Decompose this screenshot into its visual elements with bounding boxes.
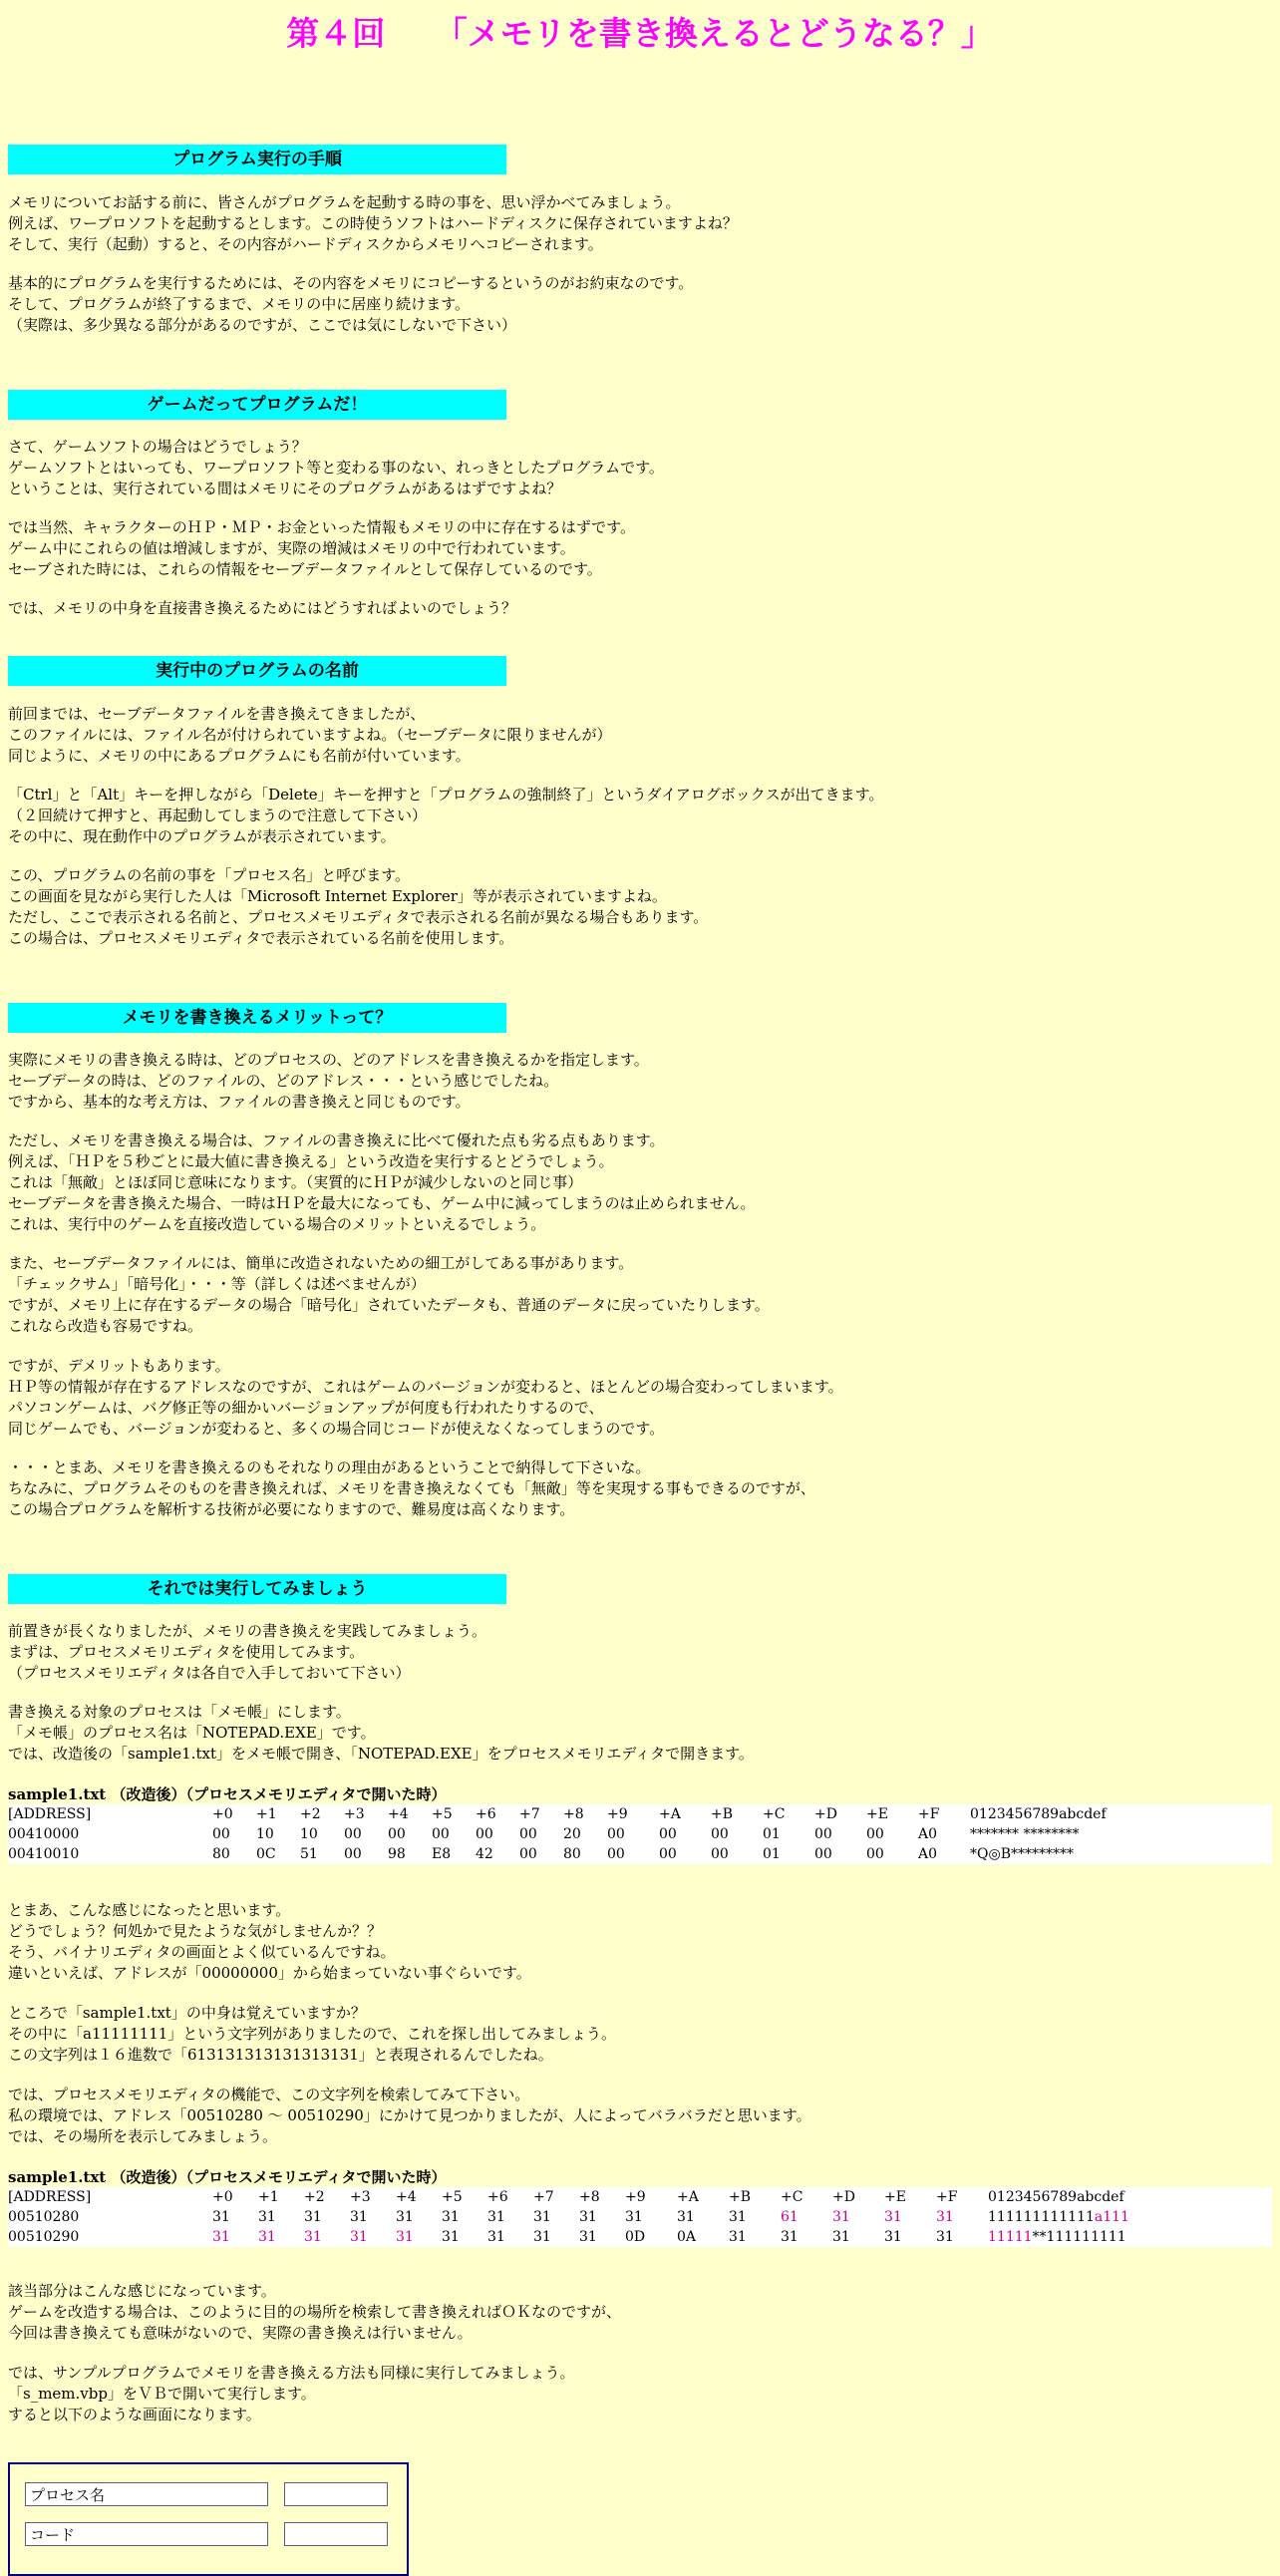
table-cell: 31 xyxy=(442,2209,460,2225)
table-cell: 31 xyxy=(442,2229,460,2245)
table-cell: 31 xyxy=(350,2209,368,2225)
table-cell-highlight: 31 xyxy=(258,2229,276,2245)
header-cell: +5 xyxy=(432,1806,453,1822)
header-cell: +4 xyxy=(396,2189,417,2205)
table-cell: 31 xyxy=(304,2209,322,2225)
table-cell: 42 xyxy=(476,1846,493,1862)
hex-table-1 xyxy=(8,1804,1272,1864)
table-cell: 31 xyxy=(729,2209,747,2225)
header-cell: [ADDRESS] xyxy=(8,2189,92,2205)
paragraph: ですが、デメリットもあります。 ＨＰ等の情報が存在するアドレスなのですが、これはゲームのバージョンが変わると、ほとんどの場合変わってしまいます。 パソコンゲームは、バグ修正等の細かいバージョンアップが何度も行われたりするので、 同じゲームでも、バージョンが変わると、多くの場合同じコードが使えなくなってしまうのです。 xyxy=(8,1357,843,1438)
text-highlight: 11111 xyxy=(988,2229,1033,2245)
header-cell: +B xyxy=(729,2189,752,2205)
table-cell: 00410010 xyxy=(8,1846,80,1862)
sample-form-panel xyxy=(8,2462,409,2576)
paragraph: では当然、キャラクターのＨＰ・ＭＰ・お金といった情報もメモリの中に存在するはずです。 ゲーム中にこれらの値は増減しますが、実際の増減はメモリの中で行われています。 セーブされた時には、これらの情報をセーブデータファイルとして保存しているのです。 xyxy=(8,518,635,578)
header-cell: +4 xyxy=(388,1806,409,1822)
table-cell: 01 xyxy=(763,1846,781,1862)
paragraph: 実際にメモリの書き換える時は、どのプロセスの、どのアドレスを書き換えるかを指定します。 セーブデータの時は、どのファイルの、どのアドレス・・・という感じでしたね。 ですから、基本的な考え方は、ファイルの書き換えと同じものです。 xyxy=(8,1051,649,1111)
header-cell: +0 xyxy=(212,2189,233,2205)
table-caption: sample1.txt （改造後）（プロセスメモリエディタで開いた時） xyxy=(8,2168,447,2186)
table-row xyxy=(8,2227,1272,2247)
table-cell: 00 xyxy=(476,1826,493,1842)
page-title: 第４回 「メモリを書き換えるとどうなる？」 xyxy=(286,14,994,53)
process-name-field[interactable]: プロセス名 xyxy=(25,2482,268,2506)
table-cell-highlight: 31 xyxy=(396,2229,414,2245)
table-cell: 00410000 xyxy=(8,1826,80,1842)
header-cell: +7 xyxy=(519,1806,540,1822)
section-heading-execution: プログラム実行の手順 xyxy=(8,145,506,174)
paragraph: メモリについてお話する前に、皆さんがプログラムを起動する時の事を、思い浮かべてみましょう。 例えば、ワープロソフトを起動するとします。この時使うソフトはハードディスクに保存されていますよね？ そして、実行（起動）すると、その内容がハードディスクからメモリへコピーされます。 xyxy=(8,193,738,253)
table-cell: 31 xyxy=(729,2229,747,2245)
table-cell: E8 xyxy=(432,1846,452,1862)
table-cell: 00 xyxy=(659,1846,677,1862)
table-cell: 00 xyxy=(344,1846,362,1862)
header-cell: +2 xyxy=(304,2189,325,2205)
paragraph: 前回までは、セーブデータファイルを書き換えてきましたが、 このファイルには、ファイル名が付けられていますよね。（セーブデータに限りませんが） 同じように、メモリの中にあるプログラムにも名前が付いています。 xyxy=(8,705,612,765)
paragraph: ・・・とまあ、メモリを書き換えるのもそれなりの理由があるということで納得して下さいな。 ちなみに、プログラムそのものを書き換えれば、メモリを書き換えなくても「無敵」等を実現する事もできるのですが、 この場合プログラムを解析する技術が必要になりますので、難易度は高くなります。 xyxy=(8,1458,815,1518)
table-cell: 10 xyxy=(300,1826,318,1842)
table-cell: 51 xyxy=(300,1846,318,1862)
table-cell: A0 xyxy=(918,1826,938,1842)
header-cell: +C xyxy=(781,2189,803,2205)
table-cell-highlight: 31 xyxy=(884,2209,902,2225)
table-cell: 31 xyxy=(884,2229,902,2245)
header-cell: +D xyxy=(832,2189,855,2205)
header-cell: +E xyxy=(866,1806,888,1822)
table-cell: 00 xyxy=(711,1846,729,1862)
table-cell: *Q◎B********* xyxy=(970,1846,1074,1862)
header-cell: 0123456789abcdef xyxy=(970,1806,1107,1822)
process-value-field[interactable] xyxy=(284,2482,388,2506)
table-cell: 98 xyxy=(388,1846,406,1862)
table-cell: 00 xyxy=(212,1826,230,1842)
paragraph: 前置きが長くなりましたが、メモリの書き換えを実践してみましょう。 まずは、プロセスメモリエディタを使用してみます。 （プロセスメモリエディタは各自で入手しておいて下さい） xyxy=(8,1622,487,1682)
paragraph: ところで「sample1.txt」の中身は覚えていますか？ その中に「a11111111」という文字列がありましたので、これを探し出してみましょう。 この文字列は１６進数で「613131313131313131」と表現されるんでしたね。 xyxy=(8,2004,616,2064)
section-heading-process-name: 実行中のプログラムの名前 xyxy=(8,656,506,686)
table-cell: 00 xyxy=(519,1846,537,1862)
table-cell: 00 xyxy=(814,1826,832,1842)
header-cell: +7 xyxy=(533,2189,554,2205)
table-cell: 00 xyxy=(711,1826,729,1842)
section-heading-merits: メモリを書き換えるメリットって？ xyxy=(8,1003,506,1033)
header-cell: +0 xyxy=(212,1806,233,1822)
table-cell: 0C xyxy=(256,1846,276,1862)
table-cell-highlight: 61 xyxy=(781,2209,799,2225)
table-cell: 31 xyxy=(533,2229,551,2245)
table-cell: 31 xyxy=(677,2209,695,2225)
table-cell: 31 xyxy=(579,2229,597,2245)
paragraph: では、プロセスメモリエディタの機能で、この文字列を検索してみて下さい。 私の環境では、アドレス「00510280 ～ 00510290」にかけて見つかりましたが、人によってバラバラだと思います。 では、その場所を表示してみましょう。 xyxy=(8,2086,811,2145)
text-highlight: a111 xyxy=(1094,2209,1129,2225)
header-cell: +3 xyxy=(344,1806,365,1822)
table-cell-highlight: 31 xyxy=(304,2229,322,2245)
table-cell: 31 xyxy=(487,2229,505,2245)
header-cell: +B xyxy=(711,1806,734,1822)
paragraph: 書き換える対象のプロセスは「メモ帳」にします。 「メモ帳」のプロセス名は「NOTEPAD.EXE」です。 では、改造後の「sample1.txt」をメモ帳で開き、「NOTEPAD.EXE」をプロセスメモリエディタで開きます。 xyxy=(8,1703,754,1763)
table-cell: 31 xyxy=(487,2209,505,2225)
text-plain: 111111111111 xyxy=(988,2209,1095,2225)
table-cell: 00 xyxy=(432,1826,450,1842)
table-cell: 10 xyxy=(256,1826,274,1842)
header-cell: 0123456789abcdef xyxy=(988,2189,1124,2205)
table-cell: 00 xyxy=(388,1826,406,1842)
header-cell: +A xyxy=(659,1806,681,1822)
table-row xyxy=(8,2207,1272,2227)
paragraph: ただし、メモリを書き換える場合は、ファイルの書き換えに比べて優れた点も劣る点もあります。 例えば、「ＨＰを５秒ごとに最大値に書き換える」という改造を実行するとどうでしょう。 これは「無敵」とほぼ同じ意味になります。（実質的にＨＰが減少しないのと同じ事） セーブデータを書き換えた場合、一時はＨＰを最大になっても、ゲーム中に減ってしまうのは止められません。 これは、実行中のゲームを直接改造している場合のメリットといえるでしょう。 xyxy=(8,1131,756,1233)
header-cell: +8 xyxy=(563,1806,584,1822)
table-header-row xyxy=(8,2187,1272,2207)
table-cell: 31 xyxy=(625,2209,643,2225)
hex-table-2 xyxy=(8,2187,1272,2247)
table-cell-highlight: 31 xyxy=(832,2209,850,2225)
table-cell: 00 xyxy=(866,1826,884,1842)
table-cell: A0 xyxy=(918,1846,938,1862)
header-cell: +2 xyxy=(300,1806,321,1822)
table-cell: 00510280 xyxy=(8,2209,80,2225)
table-cell: 0A xyxy=(677,2229,697,2245)
table-cell: 31 xyxy=(936,2229,954,2245)
paragraph: 「Ctrl」と「Alt」キーを押しながら「Delete」キーを押すと「プログラムの強制終了」というダイアログボックスが出てきます。 （２回続けて押すと、再起動してしまうので注意して下さい） その中に、現在動作中のプログラムが表示されています。 xyxy=(8,786,884,845)
header-cell: +9 xyxy=(607,1806,628,1822)
paragraph: さて、ゲームソフトの場合はどうでしょう？ ゲームソフトとはいっても、ワープロソフト等と変わる事のない、れっきとしたプログラムです。 ということは、実行されている間はメモリにそのプログラムがあるはずですよね？ xyxy=(8,438,664,497)
table-cell: 20 xyxy=(563,1826,581,1842)
paragraph: とまあ、こんな感じになったと思います。 どうでしょう？何処かで見たような気がしませんか？？ そう、バイナリエディタの画面とよく似ているんですね。 違いといえば、アドレスが「00000000」から始まっていない事ぐらいです。 xyxy=(8,1901,531,1982)
header-cell: [ADDRESS] xyxy=(8,1806,92,1822)
header-cell: +1 xyxy=(258,2189,279,2205)
header-cell: +3 xyxy=(350,2189,371,2205)
section-heading-game-program: ゲームだってプログラムだ！ xyxy=(8,390,506,420)
header-cell: +1 xyxy=(256,1806,277,1822)
table-cell: 80 xyxy=(563,1846,581,1862)
header-cell: +E xyxy=(884,2189,906,2205)
table-row xyxy=(8,1844,1272,1864)
table-cell: 0D xyxy=(625,2229,646,2245)
table-row xyxy=(8,1824,1272,1844)
table-cell: 00510290 xyxy=(8,2229,80,2245)
header-cell: +F xyxy=(936,2189,958,2205)
table-cell: ******* ******** xyxy=(970,1826,1080,1842)
table-cell: 31 xyxy=(832,2229,850,2245)
table-cell-highlight: 31 xyxy=(212,2229,230,2245)
paragraph: 該当部分はこんな感じになっています。 ゲームを改造する場合は、このように目的の場所を検索して書き換えればＯＫなのですが、 今回は書き換えても意味がないので、実際の書き換えは行いません。 xyxy=(8,2282,622,2342)
table-caption: sample1.txt （改造後）（プロセスメモリエディタで開いた時） xyxy=(8,1785,447,1803)
table-cell: 00 xyxy=(659,1826,677,1842)
paragraph: この、プログラムの名前の事を「プロセス名」と呼びます。 この画面を見ながら実行した人は「Microsoft Internet Explorer」等が表示されていますよね。 ただし、ここで表示される名前と、プロセスメモリエディタで表示される名前が異なる場合もあります。 この場合は、プロセスメモリエディタで表示されている名前を使用します。 xyxy=(8,866,709,947)
header-cell: +F xyxy=(918,1806,940,1822)
table-cell: 31 xyxy=(781,2229,799,2245)
table-cell-text xyxy=(988,2227,1272,2247)
table-cell: 80 xyxy=(212,1846,230,1862)
table-header-row xyxy=(8,1804,1272,1824)
header-cell: +A xyxy=(677,2189,699,2205)
table-cell-highlight: 31 xyxy=(936,2209,954,2225)
header-cell: +6 xyxy=(487,2189,508,2205)
code-field[interactable]: コード xyxy=(25,2522,268,2546)
header-cell: +C xyxy=(763,1806,786,1822)
table-cell: 00 xyxy=(814,1846,832,1862)
paragraph: では、サンプルプログラムでメモリを書き換える方法も同様に実行してみましょう。 「s_mem.vbp」をＶＢで開いて実行します。 すると以下のような画面になります。 xyxy=(8,2364,575,2423)
paragraph: また、セーブデータファイルには、簡単に改造されないための細工がしてある事があります。 「チェックサム」「暗号化」・・・等（詳しくは述べませんが） ですが、メモリ上に存在するデータの場合「暗号化」されていたデータも、普通のデータに戻っていたりします。 これなら改造も容易ですね。 xyxy=(8,1254,770,1335)
table-cell: 00 xyxy=(607,1846,625,1862)
table-cell: 31 xyxy=(258,2209,276,2225)
header-cell: +9 xyxy=(625,2189,646,2205)
table-cell: 01 xyxy=(763,1826,781,1842)
table-cell: 00 xyxy=(519,1826,537,1842)
table-cell-highlight: 31 xyxy=(350,2229,368,2245)
table-cell: 31 xyxy=(533,2209,551,2225)
table-cell: 31 xyxy=(579,2209,597,2225)
table-cell-text xyxy=(988,2207,1272,2227)
paragraph: 基本的にプログラムを実行するためには、その内容をメモリにコピーするというのがお約束なのです。 そして、プログラムが終了するまで、メモリの中に居座り続けます。 （実際は、多少異なる部分があるのですが、ここでは気にしないで下さい） xyxy=(8,274,694,334)
table-cell: 31 xyxy=(212,2209,230,2225)
table-cell: 00 xyxy=(866,1846,884,1862)
code-value-field[interactable] xyxy=(284,2522,388,2546)
section-heading-try-it: それでは実行してみましょう xyxy=(8,1574,506,1604)
header-cell: +5 xyxy=(442,2189,463,2205)
table-cell: 31 xyxy=(396,2209,414,2225)
text-plain: **111111111 xyxy=(1032,2229,1126,2245)
table-cell: 00 xyxy=(344,1826,362,1842)
header-cell: +D xyxy=(814,1806,837,1822)
paragraph: では、メモリの中身を直接書き換えるためにはどうすればよいのでしょう？ xyxy=(8,599,517,617)
header-cell: +6 xyxy=(476,1806,496,1822)
table-cell: 00 xyxy=(607,1826,625,1842)
header-cell: +8 xyxy=(579,2189,600,2205)
